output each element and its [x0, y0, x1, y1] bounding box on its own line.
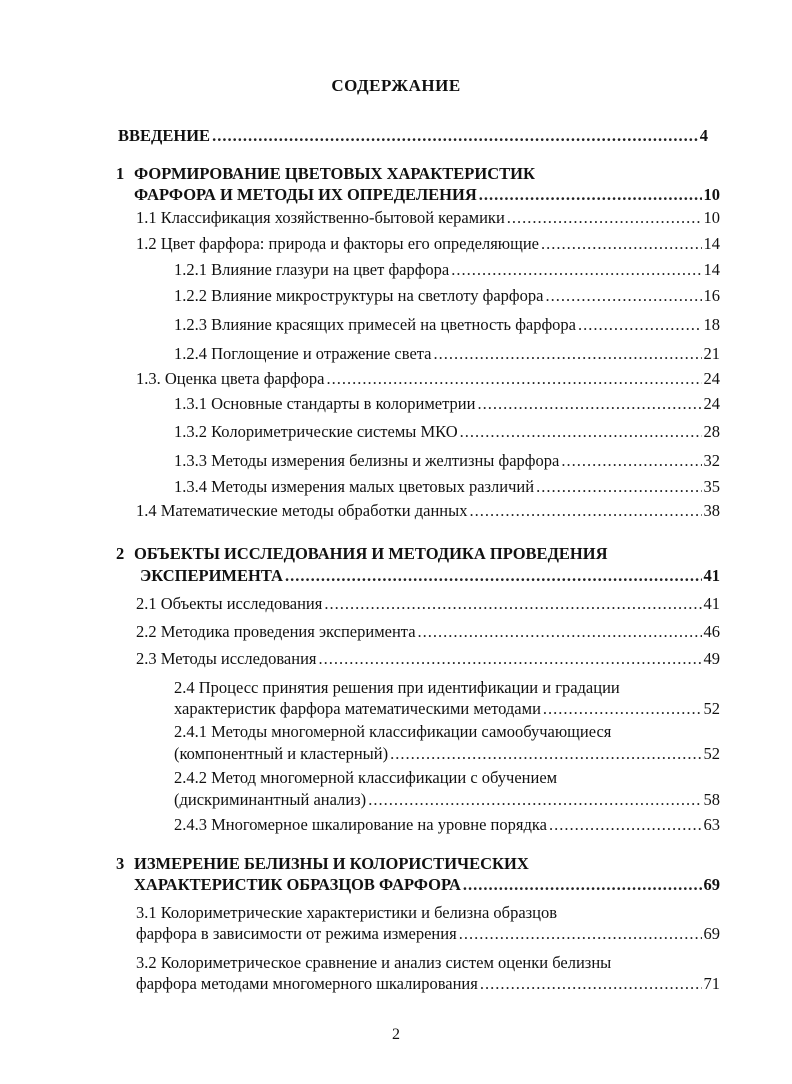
toc-page: 69 [703, 924, 720, 943]
leader-dots [418, 622, 702, 642]
toc-label: 1.2.2 Влияние микроструктуры на светлоту фарфора [174, 286, 544, 305]
toc-label: 1.1 Классификация хозяйственно-бытовой керамики [136, 208, 505, 227]
toc-entry-2-4-2[interactable] [174, 790, 720, 810]
leader-dots [368, 790, 701, 810]
leader-dots [451, 260, 701, 280]
toc-label: 2.3 Методы исследования [136, 649, 317, 668]
leader-dots [285, 566, 702, 586]
toc-page: 14 [703, 260, 720, 279]
toc-page: 71 [703, 974, 720, 993]
leader-dots [319, 649, 702, 669]
toc-label: 2.1 Объекты исследования [136, 594, 323, 613]
toc-label: 1.3.4 Методы измерения малых цветовых различий [174, 477, 535, 496]
toc-label: фарфора методами многомерного шкалирования [136, 974, 478, 993]
toc-entry-1-3-1[interactable] [174, 394, 720, 414]
leader-dots [460, 422, 702, 442]
leader-dots [549, 815, 702, 835]
toc-page: 49 [703, 649, 720, 668]
leader-dots [212, 126, 698, 146]
toc-label: 1.2 Цвет фарфора: природа и факторы его определяющие [136, 234, 539, 253]
leader-dots [545, 286, 701, 306]
toc-page: 4 [699, 126, 708, 145]
leader-dots [463, 875, 702, 895]
leader-dots [543, 699, 702, 719]
leader-dots [390, 744, 701, 764]
toc-entry-1-1[interactable] [136, 208, 720, 228]
toc-label: фарфора в зависимости от режима измерения [136, 924, 457, 943]
leader-dots [326, 369, 701, 389]
toc-entry-3-1-line1[interactable]: 3.1 Колориметрические характеристики и белизна образцов [136, 903, 558, 922]
toc-label: (компонентный и кластерный) [174, 744, 389, 763]
toc-page: 41 [703, 566, 720, 585]
toc-label: 1.3. Оценка цвета фарфора [136, 369, 325, 388]
toc-page: 14 [703, 234, 720, 253]
toc-intro[interactable] [118, 126, 708, 146]
chapter-number: 3 [116, 854, 125, 873]
toc-page: 35 [703, 477, 720, 496]
toc-entry-3-2[interactable] [136, 974, 720, 994]
toc-page: 52 [703, 699, 720, 718]
leader-dots [459, 924, 702, 944]
toc-entry-2-4-line1[interactable]: 2.4 Процесс принятия решения при идентификации и градации [174, 678, 620, 697]
toc-page: 63 [703, 815, 720, 834]
toc-page: 10 [703, 185, 720, 204]
chapter1-heading-line1[interactable]: ФОРМИРОВАНИЕ ЦВЕТОВЫХ ХАРАКТЕРИСТИК [134, 164, 535, 183]
leader-dots [536, 477, 701, 497]
toc-label: 1.2.3 Влияние красящих примесей на цветность фарфора [174, 315, 576, 334]
toc-page: 24 [703, 394, 720, 413]
leader-dots [578, 315, 702, 335]
toc-entry-1-2[interactable] [136, 234, 720, 254]
toc-entry-2-4[interactable] [174, 699, 720, 719]
toc-entry-1-2-4[interactable] [174, 344, 720, 364]
toc-page: 41 [703, 594, 720, 613]
toc-entry-2-4-2-line1[interactable]: 2.4.2 Метод многомерной классификации с обучением [174, 768, 558, 787]
toc-label: 1.2.4 Поглощение и отражение света [174, 344, 432, 363]
toc-page: 28 [703, 422, 720, 441]
toc-entry-2-4-1-line1[interactable]: 2.4.1 Методы многомерной классификации самообучающиеся [174, 722, 612, 741]
toc-page: 24 [703, 369, 720, 388]
toc-page: 52 [703, 744, 720, 763]
toc-label: ФАРФОРА И МЕТОДЫ ИХ ОПРЕДЕЛЕНИЯ [134, 185, 477, 204]
toc-page: 18 [703, 315, 720, 334]
toc-page: 69 [703, 875, 720, 894]
toc-label: 1.3.3 Методы измерения белизны и желтизны фарфора [174, 451, 560, 470]
toc-label: ХАРАКТЕРИСТИК ОБРАЗЦОВ ФАРФОРА [134, 875, 461, 894]
toc-label: 1.2.1 Влияние глазури на цвет фарфора [174, 260, 450, 279]
toc-entry-2-4-3[interactable] [174, 815, 720, 835]
leader-dots [477, 394, 701, 414]
toc-entry-1-3-2[interactable] [174, 422, 720, 442]
toc-entry-1-2-1[interactable] [174, 260, 720, 280]
chapter3-heading-line1[interactable]: ИЗМЕРЕНИЕ БЕЛИЗНЫ И КОЛОРИСТИЧЕСКИХ [134, 854, 529, 873]
toc-entry-1-3-3[interactable] [174, 451, 720, 471]
toc-page: 16 [703, 286, 720, 305]
chapter2-heading-line1[interactable]: ОБЪЕКТЫ ИССЛЕДОВАНИЯ И МЕТОДИКА ПРОВЕДЕНИЯ [134, 544, 608, 563]
toc-label: 1.3.1 Основные стандарты в колориметрии [174, 394, 476, 413]
toc-entry-2-1[interactable] [136, 594, 720, 614]
leader-dots [469, 501, 701, 521]
leader-dots [324, 594, 701, 614]
toc-entry-1-3[interactable] [136, 369, 720, 389]
chapter-number: 1 [116, 164, 125, 183]
chapter-number: 2 [116, 544, 125, 563]
leader-dots [479, 185, 702, 205]
toc-entry-1-2-3[interactable] [174, 315, 720, 335]
toc-label: 1.4 Математические методы обработки данных [136, 501, 468, 520]
leader-dots [434, 344, 702, 364]
toc-label: характеристик фарфора математическими методами [174, 699, 541, 718]
toc-label: ЭКСПЕРИМЕНТА [140, 566, 283, 585]
toc-page: 10 [703, 208, 720, 227]
toc-entry-1-2-2[interactable] [174, 286, 720, 306]
toc-label: 1.3.2 Колориметрические системы МКО [174, 422, 458, 441]
toc-label: (дискриминантный анализ) [174, 790, 367, 809]
leader-dots [561, 451, 701, 471]
toc-entry-1-3-4[interactable] [174, 477, 720, 497]
toc-entry-3-2-line1[interactable]: 3.2 Колориметрическое сравнение и анализ систем оценки белизны [136, 953, 612, 972]
leader-dots [541, 234, 702, 254]
toc-page: 32 [703, 451, 720, 470]
chapter1-heading[interactable] [134, 185, 720, 205]
toc-label: 2.2 Методика проведения эксперимента [136, 622, 416, 641]
toc-entry-1-4[interactable] [136, 501, 720, 521]
toc-page: 21 [703, 344, 720, 363]
leader-dots [507, 208, 702, 228]
toc-page: 46 [703, 622, 720, 641]
toc-label: 2.4.3 Многомерное шкалирование на уровне порядка [174, 815, 547, 834]
toc-entry-2-4-1[interactable] [174, 744, 720, 764]
toc-entry-3-1[interactable] [136, 924, 720, 944]
toc-entry-2-2[interactable] [136, 622, 720, 642]
toc-page: 38 [703, 501, 720, 520]
toc-page: 58 [703, 790, 720, 809]
toc-entry-2-3[interactable] [136, 649, 720, 669]
page-number: 2 [392, 1026, 400, 1043]
chapter3-heading[interactable] [134, 875, 720, 895]
page-title: СОДЕРЖАНИЕ [331, 76, 461, 95]
leader-dots [480, 974, 702, 994]
toc-label: ВВЕДЕНИЕ [118, 126, 211, 145]
chapter2-heading[interactable] [140, 566, 720, 586]
